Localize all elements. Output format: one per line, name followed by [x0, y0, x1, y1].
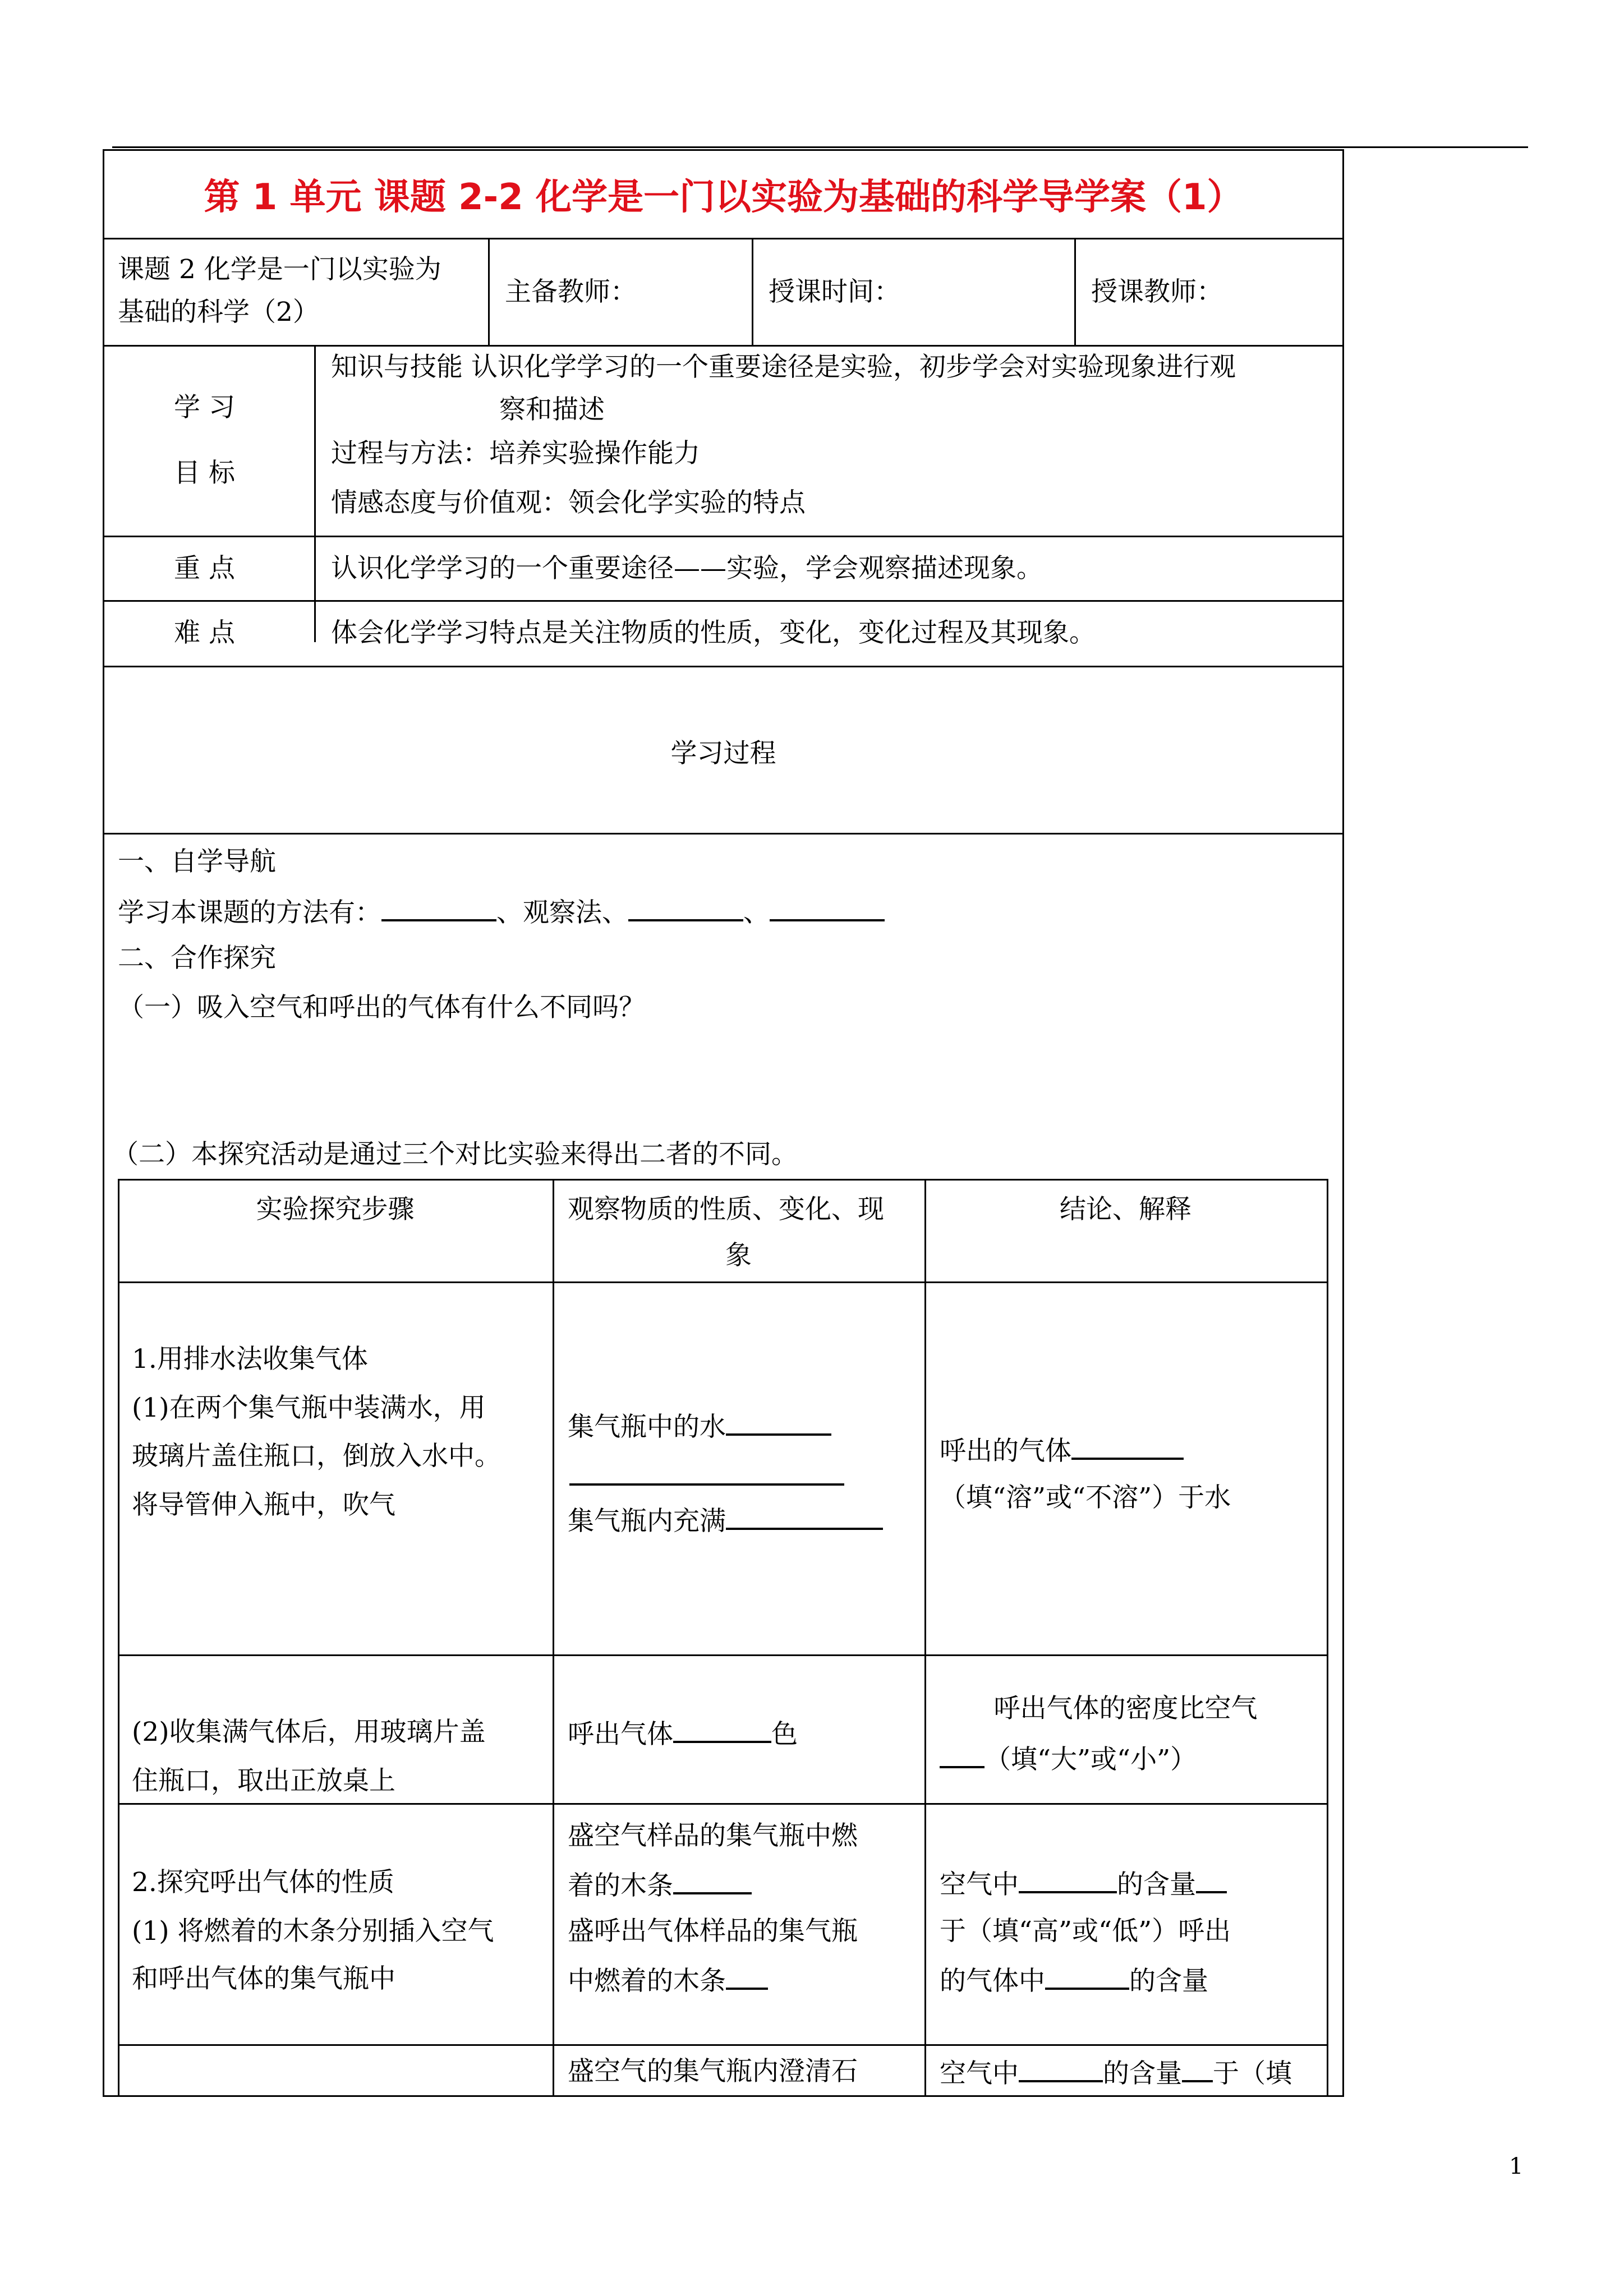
row1-observe-blank-3[interactable]: [726, 1503, 883, 1530]
row3-bottom: [118, 2044, 1328, 2046]
key-point-text: 认识化学学习的一个重要途径——实验，学会观察描述现象。: [331, 553, 1043, 584]
question-2: （二）本探究活动是通过三个对比实验来得出二者的不同。: [112, 1139, 798, 1170]
row3-conclusion-blank-3[interactable]: [1045, 1963, 1129, 1990]
process-heading: 学习过程: [670, 738, 776, 769]
row1-observe-blank-1[interactable]: [726, 1409, 831, 1436]
row3-observe-line4-prefix: 中燃着的木条: [568, 1966, 726, 1997]
frame-bottom: [103, 2095, 1344, 2097]
difficulty-label: 难 点: [174, 617, 235, 648]
row2-observe-prefix: 呼出气体: [568, 1719, 673, 1750]
row4-conclusion-blank-2[interactable]: [1182, 2055, 1213, 2082]
table-top: [118, 1179, 1328, 1181]
row3-step-title: 2.探究呼出气体的性质: [132, 1867, 394, 1898]
objective-knowledge-line2: 察和描述: [499, 394, 605, 425]
row4-conclusion-blank-1[interactable]: [1019, 2055, 1103, 2082]
section2-heading: 二、合作探究: [118, 943, 276, 974]
method-blank-1[interactable]: [381, 895, 496, 921]
method-blank-3[interactable]: [770, 895, 885, 921]
row3-conclusion-blank-1[interactable]: [1019, 1866, 1117, 1893]
row2-step-line1: (2)收集满气体后，用玻璃片盖: [132, 1717, 486, 1748]
page-title: 第 1 单元 课题 2-2 化学是一门以实验为基础的科学导学案（1）: [204, 177, 1243, 218]
row3-conclusion-l3-prefix: 的气体中: [940, 1966, 1045, 1997]
row3-conclusion-l3-suffix: 的含量: [1129, 1966, 1208, 1997]
row1-conclusion-blank[interactable]: [1071, 1433, 1184, 1460]
frame-top: [103, 149, 1344, 151]
row3-observe-line3: 盛呼出气体样品的集气瓶: [568, 1916, 858, 1947]
row3-conclusion-line2: 于（填“高”或“低”）呼出: [940, 1916, 1231, 1947]
row1-conclusion-prefix: 呼出的气体: [940, 1436, 1071, 1467]
row2-conclusion-suffix: （填“大”或“小”）: [984, 1744, 1197, 1775]
question-1: （一）吸入空气和呼出的气体有什么不同吗？: [118, 992, 645, 1023]
rule-under-title: [103, 238, 1344, 239]
row4-observe-line1: 盛空气的集气瓶内澄清石: [568, 2056, 858, 2087]
key-point-label: 重 点: [174, 553, 235, 584]
row1-conclusion-line1: [940, 1433, 1184, 1468]
row1-step-line3: 将导管伸入瓶中，吹气: [132, 1490, 395, 1520]
row2-observe: [568, 1716, 798, 1751]
lesson-time-label: 授课时间：: [769, 276, 900, 307]
row3-observe-line1: 盛空气样品的集气瓶中燃: [568, 1820, 858, 1851]
rule-under-key-point: [103, 600, 1344, 602]
objective-knowledge-line1: 知识与技能 认识化学学习的一个重要途径是实验，初步学会对实验现象进行观: [331, 352, 1236, 382]
rule-under-header: [103, 345, 1344, 347]
objective-attitude: 情感态度与价值观：领会化学实验的特点: [331, 487, 806, 518]
lead-teacher-label: 主备教师：: [505, 276, 637, 307]
row3-observe-line4: [568, 1963, 768, 1998]
row1-step-line1: (1)在两个集气瓶中装满水，用: [132, 1393, 486, 1423]
teacher-label: 授课教师：: [1091, 276, 1223, 307]
row3-observe-blank-1[interactable]: [673, 1868, 752, 1894]
row4-conclusion-mid: 的含量: [1103, 2058, 1182, 2089]
row3-conclusion-blank-2[interactable]: [1196, 1866, 1227, 1893]
row2-conclusion-blank[interactable]: [940, 1741, 984, 1768]
methods-line: [118, 895, 885, 930]
frame-right: [1342, 149, 1344, 2096]
row1-observe-prefix: 集气瓶中的水: [568, 1412, 726, 1442]
row2-conclusion-line2: [940, 1741, 1197, 1777]
rule-under-process-heading: [103, 833, 1344, 835]
row3-observe-blank-2[interactable]: [726, 1963, 768, 1990]
row3-observe-line2-prefix: 着的木条: [568, 1870, 673, 1901]
page-number: 1: [1509, 2154, 1524, 2179]
row1-observe-blank-2[interactable]: [569, 1483, 844, 1486]
col-header-observe-line1: 观察物质的性质、变化、现: [568, 1194, 884, 1225]
row3-observe-line2: [568, 1868, 752, 1903]
row3-conclusion-suffix: 的含量: [1117, 1869, 1196, 1900]
row2-observe-suffix: 色: [771, 1719, 798, 1750]
row1-bottom: [118, 1654, 1328, 1656]
objective-process: 过程与方法：培养实验操作能力: [331, 438, 700, 469]
row2-bottom: [118, 1803, 1328, 1805]
row3-conclusion-prefix: 空气中: [940, 1869, 1019, 1900]
rule-under-difficulty: [103, 666, 1344, 667]
row1-conclusion-line2: （填“溶”或“不溶”）于水: [940, 1482, 1231, 1513]
table-header-bottom: [118, 1281, 1328, 1283]
row1-step-line2: 玻璃片盖住瓶口，倒放入水中。: [132, 1441, 501, 1472]
row3-conclusion-line1: [940, 1866, 1227, 1902]
difficulty-text: 体会化学学习特点是关注物质的性质，变化，变化过程及其现象。: [331, 617, 1096, 648]
table-col-divider-1: [553, 1179, 554, 2095]
row3-conclusion-line3: [940, 1963, 1208, 1998]
methods-mid2: 、: [743, 897, 770, 928]
methods-prefix: 学习本课题的方法有：: [118, 897, 381, 928]
row4-conclusion: [940, 2055, 1292, 2091]
col-header-conclusion: 结论、解释: [1060, 1194, 1191, 1225]
objectives-label-line2: 目 标: [174, 458, 235, 488]
row3-step-line2: 和呼出气体的集气瓶中: [132, 1963, 395, 1994]
row1-observe-line3: [568, 1503, 883, 1538]
section1-heading: 一、自学导航: [118, 846, 276, 877]
header-divider-3: [1074, 238, 1076, 346]
methods-mid1: 、观察法、: [496, 897, 628, 928]
lesson-name-line2: 基础的科学（2）: [118, 297, 319, 328]
rule-under-objectives: [103, 536, 1344, 537]
header-divider-2: [752, 238, 753, 346]
row4-conclusion-prefix: 空气中: [940, 2058, 1019, 2089]
header-divider-1: [488, 238, 490, 346]
lesson-name-line1: 课题 2 化学是一门以实验为: [118, 254, 441, 285]
frame-left: [103, 149, 104, 2096]
row1-observe-line1: [568, 1409, 831, 1444]
row1-observe-fill-prefix: 集气瓶内充满: [568, 1506, 726, 1537]
row1-step-title: 1.用排水法收集气体: [132, 1344, 368, 1375]
table-left: [118, 1179, 119, 2095]
table-right: [1327, 1179, 1328, 2095]
row2-step-line2: 住瓶口，取出正放桌上: [132, 1765, 395, 1796]
method-blank-2[interactable]: [628, 895, 743, 921]
col-header-observe-line2: 象: [725, 1240, 752, 1271]
col-header-steps: 实验探究步骤: [256, 1194, 415, 1225]
row2-observe-blank[interactable]: [673, 1716, 771, 1743]
row3-step-line1: (1) 将燃着的木条分别插入空气: [132, 1916, 494, 1947]
table-col-divider-2: [924, 1179, 926, 2095]
top-rule: [112, 146, 1528, 148]
label-column-divider: [314, 345, 316, 642]
row2-conclusion-line1: 呼出气体的密度比空气: [993, 1693, 1258, 1724]
objectives-label-line1: 学 习: [174, 392, 235, 423]
row4-conclusion-suffix: 于（填: [1213, 2058, 1292, 2089]
